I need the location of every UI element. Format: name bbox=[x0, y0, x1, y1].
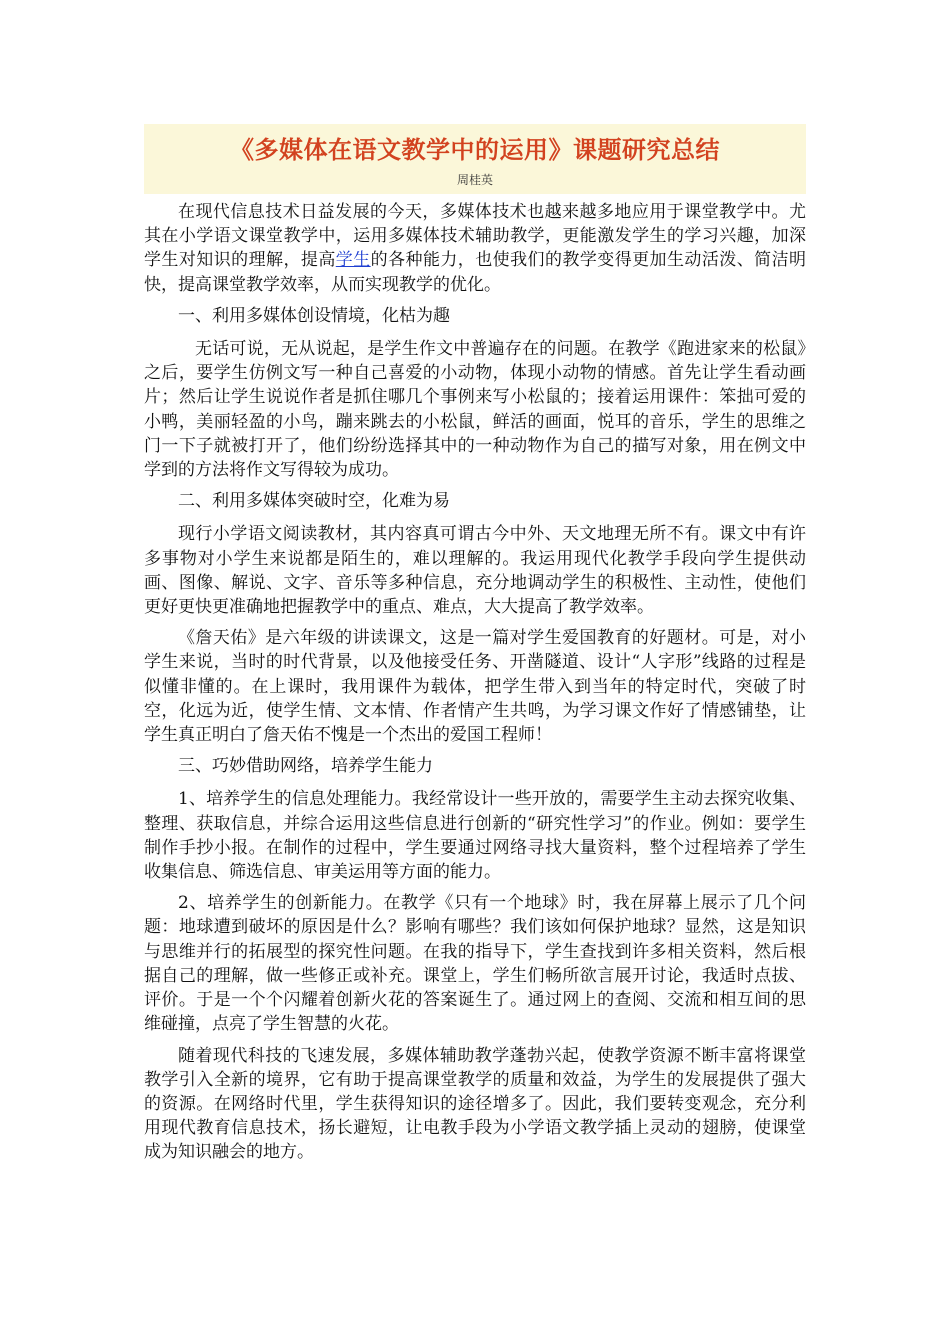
article-body bbox=[144, 200, 806, 1165]
author-name: 周桂英 bbox=[456, 173, 493, 187]
section-3-paragraph-1: 1、培养学生的信息处理能力。我经常设计一些开放的，需要学生主动去探究收集、整理、获取信息，并综合运用这些信息进行创新的“研究性学习”的作业。例如：要学生制作手抄小报。在制作的过程中，学生要通过网络寻找大量资料，整个过程培养了学生收集信息、筛选信息、审美运用等方面的能力。 bbox=[144, 789, 806, 883]
section-3-paragraph-2: 2、培养学生的创新能力。在教学《只有一个地球》时，我在屏幕上展示了几个问题：地球遭到破坏的原因是什么？影响有哪些？我们该如何保护地球？显然，这是知识与思维并行的拓展型的探究性问题。在我的指导下，学生查找到许多相关资料，然后根据自己的理解，做一些修正或补充。课堂上，学生们畅所欲言展开讨论，我适时点拔、评价。于是一个个闪耀着创新火花的答案诞生了。通过网上的查阅、交流和相互间的思维碰撞，点亮了学生智慧的火花。 bbox=[144, 893, 806, 1035]
intro-text-after: 的各种能力，也使我们的教学变得更加生动活泼、简洁明快，提高课堂教学效率，从而实现教学的优化。 bbox=[144, 250, 807, 295]
section-2-heading: 二、利用多媒体突破时空，化难为易 bbox=[178, 491, 450, 512]
page-title: 《多媒体在语文教学中的运用》课题研究总结 bbox=[230, 136, 720, 164]
student-link[interactable]: 学生 bbox=[335, 250, 371, 271]
conclusion-paragraph: 随着现代科技的飞速发展，多媒体辅助教学蓬勃兴起，使教学资源不断丰富将课堂教学引入全新的境界，它有助于提高课堂教学的质量和效益，为学生的发展提供了强大的资源。在网络时代里，学生获得知识的途径增多了。因此，我们要转变观念，充分利用现代教育信息技术，扬长避短，让电教手段为小学语文教学插上灵动的翅膀，使课堂成为知识融会的地方。 bbox=[144, 1045, 806, 1163]
section-2-paragraph-2: 《詹天佑》是六年级的讲读课文，这是一篇对学生爱国教育的好题材。可是，对小学生来说，当时的时代背景，以及他接受任务、开凿隧道、设计“人字形”线路的过程是似懂非懂的。在上课时，我用课件为载体，把学生带入到当年的特定时代，突破了时空，化远为近，使学生情、文本情、作者情产生共鸣，为学习课文作好了情感铺垫，让学生真正明白了詹天佑不愧是一个杰出的爱国工程师！ bbox=[144, 628, 806, 746]
intro-paragraph bbox=[144, 200, 806, 297]
section-2-paragraph-1: 现行小学语文阅读教材，其内容真可谓古今中外、天文地理无所不有。课文中有许多事物对小学生来说都是陌生的，难以理解的。我运用现代化教学手段向学生提供动画、图像、解说、文字、音乐等多种信息，充分地调动学生的积极性、主动性，使他们更好更快更准确地把握教学中的重点、难点，大大提高了教学效率。 bbox=[144, 524, 806, 618]
intro-text-before: 在现代信息技术日益发展的今天，多媒体技术也越来越多地应用于课堂教学中。尤其在小学语文课堂教学中，运用多媒体技术辅助教学，更能激发学生的学习兴趣，加深学生对知识的理解，提高 bbox=[144, 202, 806, 271]
section-3-heading: 三、巧妙借助网络，培养学生能力 bbox=[178, 756, 433, 777]
section-1-heading: 一、利用多媒体创设情境，化枯为趣 bbox=[178, 305, 450, 326]
document-page bbox=[144, 124, 806, 1172]
title-band bbox=[144, 124, 806, 194]
section-1-paragraph: 无话可说，无从说起，是学生作文中普遍存在的问题。在教学《跑进家来的松鼠》之后，要学生仿例文写一种自己喜爱的小动物，体现小动物的情感。首先让学生看动画片；然后让学生说说作者是抓住哪几个事例来写小松鼠的；接着运用课件：笨拙可爱的小鸭，美丽轻盈的小鸟，蹦来跳去的小松鼠，鲜活的画面，悦耳的音乐，学生的思维之门一下子就被打开了，他们纷纷选择其中的一种动物作为自己的描写对象，用在例文中学到的方法将作文写得较为成功。 bbox=[144, 339, 806, 481]
